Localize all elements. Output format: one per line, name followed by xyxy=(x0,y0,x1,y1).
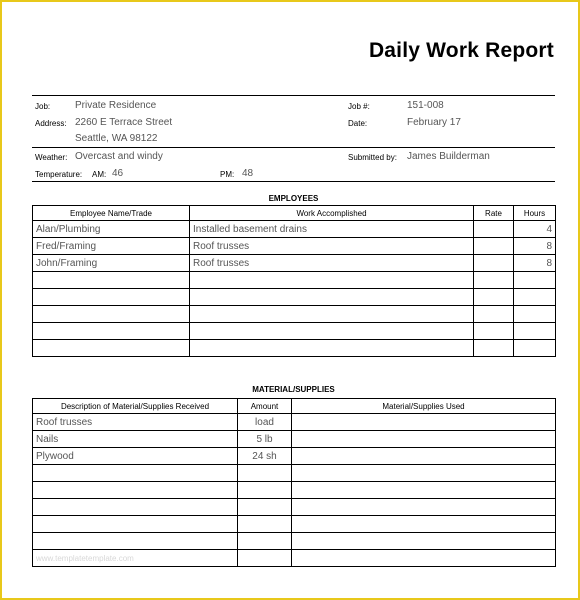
rate-cell xyxy=(474,221,514,238)
employee-cell xyxy=(33,340,190,357)
table-row xyxy=(33,340,556,357)
rate-cell xyxy=(474,272,514,289)
date-label: Date: xyxy=(348,119,368,128)
table-row xyxy=(33,289,556,306)
pm-value: 48 xyxy=(242,168,254,179)
materials-header-row xyxy=(33,399,556,414)
weather-label: Weather: xyxy=(35,153,68,162)
table-row xyxy=(33,550,556,567)
employee-cell xyxy=(33,306,190,323)
material-amount-cell xyxy=(238,516,292,533)
job-number-label: Job #: xyxy=(348,102,370,111)
work-cell: Installed basement drains xyxy=(190,221,474,238)
column-header-used: Material/Supplies Used xyxy=(292,399,556,414)
material-amount-cell: 5 lb xyxy=(238,431,292,448)
table-row xyxy=(33,272,556,289)
am-label: AM: xyxy=(92,170,107,179)
material-used-cell xyxy=(292,550,556,567)
work-cell: Roof trusses xyxy=(190,238,474,255)
table-row xyxy=(33,448,556,465)
column-header-work: Work Accomplished xyxy=(190,206,474,221)
material-amount-cell: load xyxy=(238,414,292,431)
weather-value: Overcast and windy xyxy=(75,151,163,162)
rate-cell xyxy=(474,289,514,306)
pm-label: PM: xyxy=(220,170,235,179)
hours-cell xyxy=(514,323,556,340)
table-row xyxy=(33,255,556,272)
table-row xyxy=(33,499,556,516)
employees-table xyxy=(32,205,556,357)
material-description-cell xyxy=(33,533,238,550)
employee-cell xyxy=(33,323,190,340)
materials-section-title: MATERIAL/SUPPLIES xyxy=(252,385,335,394)
table-row xyxy=(33,221,556,238)
material-amount-cell xyxy=(238,482,292,499)
material-used-cell xyxy=(292,516,556,533)
table-row xyxy=(33,465,556,482)
table-row xyxy=(33,238,556,255)
temperature-label: Temperature: xyxy=(35,170,83,179)
work-cell: Roof trusses xyxy=(190,255,474,272)
submitted-by-label: Submitted by: xyxy=(348,153,397,162)
work-cell xyxy=(190,306,474,323)
employees-section-title: EMPLOYEES xyxy=(268,194,319,203)
employees-header-row xyxy=(33,206,556,221)
column-header-rate: Rate xyxy=(474,206,514,221)
submitted-by-value: James Builderman xyxy=(407,151,490,162)
material-used-cell xyxy=(292,465,556,482)
work-cell xyxy=(190,340,474,357)
watermark-text: www.templatetemplate.com xyxy=(33,550,238,567)
job-label: Job: xyxy=(35,102,51,111)
material-used-cell xyxy=(292,431,556,448)
hours-cell: 4 xyxy=(514,221,556,238)
rate-cell xyxy=(474,323,514,340)
material-used-cell xyxy=(292,533,556,550)
header-top-rule xyxy=(32,95,555,96)
address-line2: Seattle, WA 98122 xyxy=(75,133,158,144)
hours-cell xyxy=(514,340,556,357)
material-used-cell xyxy=(292,482,556,499)
employee-cell: John/Framing xyxy=(33,255,190,272)
hours-cell xyxy=(514,272,556,289)
rate-cell xyxy=(474,238,514,255)
material-amount-cell: 24 sh xyxy=(238,448,292,465)
material-used-cell xyxy=(292,414,556,431)
material-description-cell: Nails xyxy=(33,431,238,448)
material-used-cell xyxy=(292,448,556,465)
material-description-cell xyxy=(33,516,238,533)
table-row xyxy=(33,482,556,499)
employee-cell: Fred/Framing xyxy=(33,238,190,255)
column-header-description: Description of Material/Supplies Received xyxy=(33,399,238,414)
material-amount-cell xyxy=(238,533,292,550)
hours-cell xyxy=(514,306,556,323)
column-header-employee: Employee Name/Trade xyxy=(33,206,190,221)
material-description-cell xyxy=(33,482,238,499)
material-amount-cell xyxy=(238,465,292,482)
table-row xyxy=(33,431,556,448)
am-value: 46 xyxy=(112,168,124,179)
header-bottom-rule xyxy=(32,181,555,182)
table-row xyxy=(33,533,556,550)
table-row xyxy=(33,516,556,533)
material-description-cell: Plywood xyxy=(33,448,238,465)
date-value: February 17 xyxy=(407,117,461,128)
rate-cell xyxy=(474,306,514,323)
column-header-amount: Amount xyxy=(238,399,292,414)
material-used-cell xyxy=(292,499,556,516)
hours-cell: 8 xyxy=(514,238,556,255)
column-header-hours: Hours xyxy=(514,206,556,221)
material-description-cell xyxy=(33,465,238,482)
report-title: Daily Work Report xyxy=(368,39,554,62)
employee-cell xyxy=(33,272,190,289)
rate-cell xyxy=(474,255,514,272)
material-amount-cell xyxy=(238,499,292,516)
address-label: Address: xyxy=(35,119,67,128)
work-cell xyxy=(190,323,474,340)
table-row xyxy=(33,306,556,323)
work-cell xyxy=(190,289,474,306)
hours-cell xyxy=(514,289,556,306)
employee-cell: Alan/Plumbing xyxy=(33,221,190,238)
hours-cell: 8 xyxy=(514,255,556,272)
address-line1: 2260 E Terrace Street xyxy=(75,117,173,128)
material-description-cell: Roof trusses xyxy=(33,414,238,431)
table-row xyxy=(33,323,556,340)
table-row xyxy=(33,414,556,431)
rate-cell xyxy=(474,340,514,357)
job-value: Private Residence xyxy=(75,100,157,111)
work-cell xyxy=(190,272,474,289)
job-number-value: 151-008 xyxy=(407,100,444,111)
employee-cell xyxy=(33,289,190,306)
materials-table xyxy=(32,398,556,567)
header-mid-rule xyxy=(32,147,555,148)
material-description-cell xyxy=(33,499,238,516)
material-amount-cell xyxy=(238,550,292,567)
